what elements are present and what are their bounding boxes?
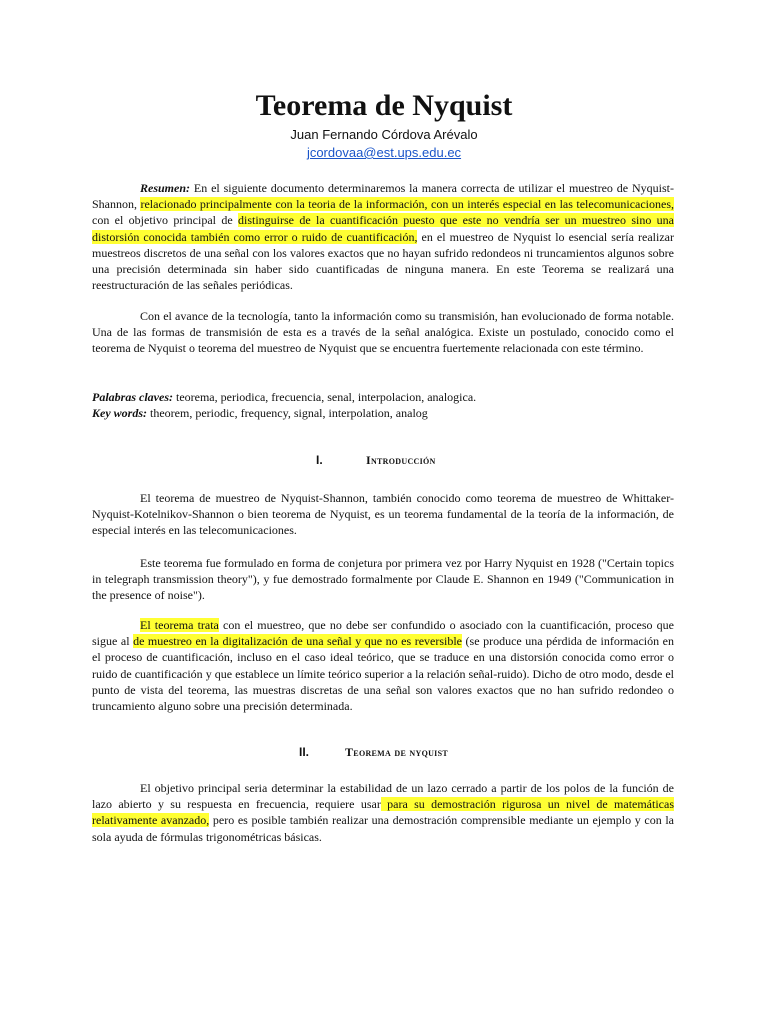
abstract-text: en el muestreo de Nyquist lo esencial sería realizar muestreos discretos de una señal con los valores exactos que no hayan sufrido redondeos ni truncamientos algunos sobre una precisión determinada sin haber sido cuantificadas de ninguna manera. En este Teorema se realizará una reestructuración de las señales periódicas. (92, 229, 674, 293)
author-email (0, 144, 768, 162)
keywords-text: theorem, periodic, frequency, signal, interpolation, analog (147, 406, 428, 420)
section2-paragraph-1 (92, 780, 674, 845)
keywords-english (92, 405, 674, 421)
keywords-label: Key words: (92, 406, 147, 420)
abstract-highlight: relacionado principalmente con la teoria de la información, con un interés especial en las telecomunicaciones, (140, 197, 675, 212)
keywords-spanish (92, 389, 674, 405)
page-title: Teorema de Nyquist (255, 89, 513, 122)
abstract-paragraph-2: Con el avance de la tecnología, tanto la información como su transmisión, han evolucionado de forma notable. Una de las formas de transmisión de esta es a través de la señal analógica. Existe un postulado, conocido como el teorema de Nyquist o teorema del muestreo de Nyquist que se encuentra fuertemente relacionada con este término. (92, 309, 674, 356)
section1-paragraph-3 (92, 617, 674, 714)
section2-highlight: para su demostración rigurosa un nivel de matemáticas relativamente avanzado, (92, 797, 674, 828)
section1-highlight: de muestreo en la digitalización de una señal y que no es reversible (133, 634, 463, 649)
email-link[interactable]: jcordovaa@est.ups.edu.ec (306, 145, 462, 160)
section1-highlight: El teorema trata (140, 618, 219, 632)
section2-text: pero es posible también realizar una demostración comprensible mediante un ejemplo y con la sola ayuda de fórmulas trigonométricas básicas. (92, 813, 675, 844)
section2-text: El objetivo principal seria determinar la estabilidad de un lazo cerrado a partir de los polos de la función de lazo abierto y su respuesta en frecuencia, requiere usar (92, 781, 674, 812)
section-number: II. (299, 745, 310, 759)
abstract-text: En el siguiente documento determinaremos la manera correcta de utilizar el muestreo de Nyquist-Shannon, (92, 181, 674, 212)
abstract-paragraph (92, 180, 674, 293)
section1-paragraph-2: Este teorema fue formulado en forma de conjetura por primera vez por Harry Nyquist en 1928 ("Certain topics in telegraph transmission theory"), y fue demostrado formalmente por Claude E. Shannon en 1949 ("Communication in the presence of noise"). (92, 556, 674, 603)
abstract-text: con el objetivo principal de (92, 213, 238, 228)
keywords-label: Palabras claves: (92, 390, 173, 404)
abstract-highlight: distinguirse de la cuantificación puesto que este no vendría ser un muestreo sino una distorsión conocida también como error o ruido de cuantificación, (92, 213, 674, 244)
abstract-label: Resumen: (140, 181, 191, 195)
author-name: Juan Fernando Córdova Arévalo (290, 127, 478, 142)
section1-text: con el muestreo, que no debe ser confundido o asociado con la cuantificación, proceso que sigue al (92, 618, 674, 649)
section-title: Teorema de nyquist (345, 745, 448, 759)
section1-paragraph-1: El teorema de muestreo de Nyquist-Shannon, también conocido como teorema de muestreo de Whittaker-Nyquist-Kotelnikov-Shannon o bien teorema de Nyquist, es un teorema fundamental de la teoría de la información, de especial interés en las telecomunicaciones. (92, 491, 674, 538)
section1-text: (se produce una pérdida de información en el proceso de cuantificación, incluso en el caso ideal teórico, que se traduce en una distorsión conocida como error o ruido de cuantificación y que establece un límite teórico superior a la relación señal-ruido). Dicho de otro modo, desde el punto de vista del teorema, las muestras discretas de una señal son valores exactos que no han sufrido redondeo o truncamiento alguno sobre una precisión determinada. (92, 634, 674, 714)
section-title: Introducción (366, 453, 436, 467)
keywords-text: teorema, periodica, frecuencia, senal, interpolacion, analogica. (172, 390, 477, 404)
section-number: I. (316, 453, 323, 467)
